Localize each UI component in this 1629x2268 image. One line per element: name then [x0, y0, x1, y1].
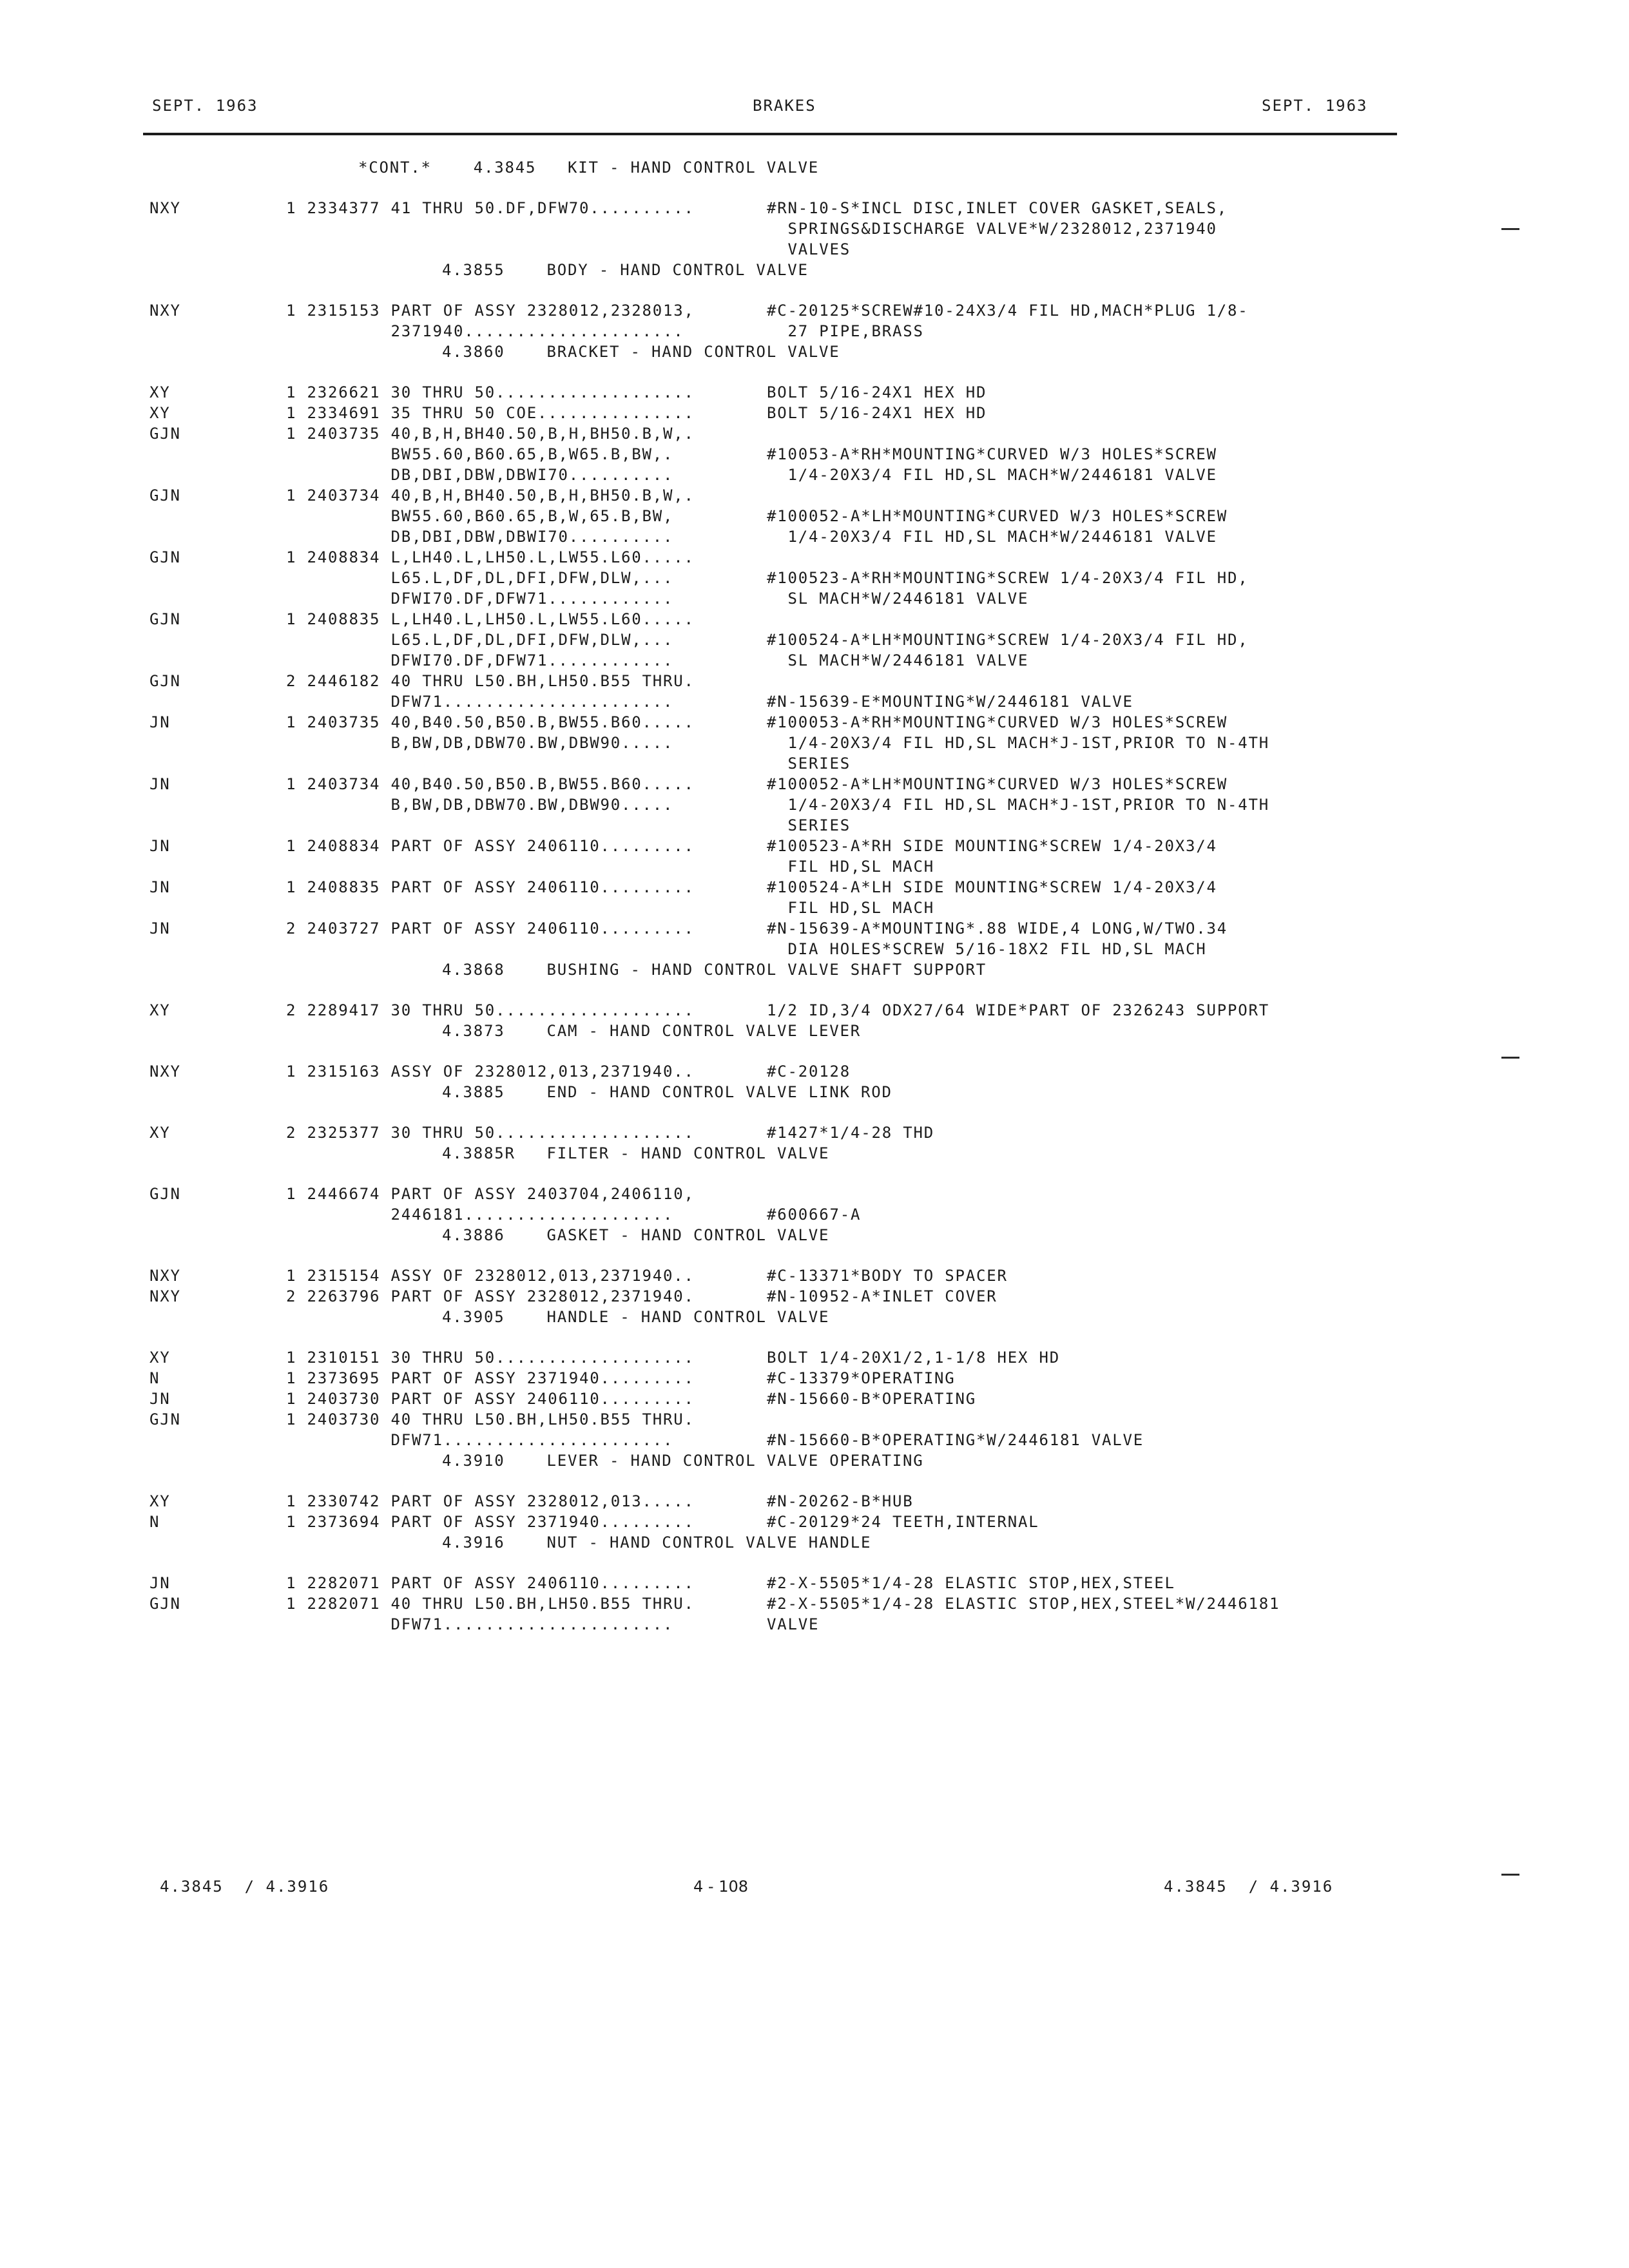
part-row: [0, 1368, 1629, 1389]
part-number-usage: 1 2403730 PART OF ASSY 2406110.........: [286, 1390, 695, 1408]
part-row: [0, 1000, 1629, 1021]
part-row: [0, 1122, 1629, 1143]
model-code: GJN: [149, 548, 181, 566]
header-left: SEPT. 1963: [152, 97, 258, 115]
model-code: XY: [149, 1349, 171, 1367]
part-row-continuation: [0, 856, 1629, 877]
part-description: #100523-A*RH*MOUNTING*SCREW 1/4-20X3/4 FIL HD,: [767, 569, 1249, 587]
part-number-usage: 1 2408835 L,LH40.L,LH50.L,LW55.L60.....: [286, 610, 695, 628]
part-description: FIL HD,SL MACH: [767, 858, 934, 876]
part-row: [0, 1512, 1629, 1532]
part-number-usage: DFW71......................: [286, 693, 674, 711]
section-title: 4.3905 HANDLE - HAND CONTROL VALVE: [358, 1308, 830, 1326]
part-description: #N-20262-B*HUB: [767, 1492, 914, 1510]
model-code: JN: [149, 1574, 171, 1592]
part-description: #N-15660-B*OPERATING*W/2446181 VALVE: [767, 1431, 1144, 1449]
part-number-usage: 1 2315154 ASSY OF 2328012,013,2371940..: [286, 1267, 695, 1285]
part-row-continuation: [0, 939, 1629, 959]
part-row: [0, 382, 1629, 403]
part-number-usage: L65.L,DF,DL,DFI,DFW,DLW,...: [286, 569, 674, 587]
part-number-usage: 1 2334377 41 THRU 50.DF,DFW70..........: [286, 199, 695, 217]
model-code: XY: [149, 1492, 171, 1510]
model-code: GJN: [149, 1595, 181, 1613]
part-description: 1/4-20X3/4 FIL HD,SL MACH*J-1ST,PRIOR TO N-4TH: [767, 734, 1269, 752]
part-description: SERIES: [767, 816, 851, 834]
part-row: [0, 836, 1629, 856]
model-code: NXY: [149, 1062, 181, 1081]
part-number-usage: 1 2403735 40,B,H,BH40.50,B,H,BH50.B,W,.: [286, 425, 695, 443]
margin-mark: [1501, 1057, 1519, 1059]
section-heading: [0, 1532, 1629, 1573]
part-number-usage: 1 2403734 40,B40.50,B50.B,BW55.B60.....: [286, 775, 695, 793]
section-heading: [0, 1307, 1629, 1347]
model-code: XY: [149, 1001, 171, 1019]
section-title: 4.3868 BUSHING - HAND CONTROL VALVE SHAFT SUPPORT: [358, 961, 987, 979]
part-description: #10053-A*RH*MOUNTING*CURVED W/3 HOLES*SCREW: [767, 445, 1217, 463]
part-row: [0, 403, 1629, 423]
model-code: GJN: [149, 672, 181, 690]
part-row: [0, 198, 1629, 218]
part-row-continuation: [0, 444, 1629, 465]
part-row: [0, 1573, 1629, 1593]
part-description: FIL HD,SL MACH: [767, 899, 934, 917]
part-description: #100523-A*RH SIDE MOUNTING*SCREW 1/4-20X3/4: [767, 837, 1217, 855]
part-number-usage: 1 2330742 PART OF ASSY 2328012,013.....: [286, 1492, 695, 1510]
part-number-usage: DFW71......................: [286, 1431, 674, 1449]
part-description: #100524-A*LH SIDE MOUNTING*SCREW 1/4-20X3/4: [767, 878, 1217, 896]
header-rule: [143, 133, 1397, 135]
model-code: JN: [149, 878, 171, 896]
header-right: SEPT. 1963: [1262, 97, 1368, 115]
section-title: 4.3885R FILTER - HAND CONTROL VALVE: [358, 1144, 830, 1162]
model-code: GJN: [149, 1410, 181, 1428]
part-number-usage: DB,DBI,DBW,DBWI70..........: [286, 528, 674, 546]
part-row: [0, 1061, 1629, 1082]
part-row: [0, 1491, 1629, 1512]
part-number-usage: 1 2408834 L,LH40.L,LH50.L,LW55.L60.....: [286, 548, 695, 566]
part-row: [0, 877, 1629, 898]
part-description: VALVES: [767, 240, 851, 258]
part-row-continuation: [0, 753, 1629, 774]
part-description: 1/4-20X3/4 FIL HD,SL MACH*W/2446181 VALVE: [767, 466, 1217, 484]
part-number-usage: 1 2373694 PART OF ASSY 2371940.........: [286, 1513, 695, 1531]
part-row-continuation: [0, 898, 1629, 918]
part-number-usage: 1 2408835 PART OF ASSY 2406110.........: [286, 878, 695, 896]
part-description: SPRINGS&DISCHARGE VALVE*W/2328012,2371940: [767, 220, 1217, 238]
part-description: #N-15660-B*OPERATING: [767, 1390, 976, 1408]
part-row: [0, 485, 1629, 506]
part-number-usage: 1 2282071 PART OF ASSY 2406110.........: [286, 1574, 695, 1592]
model-code: GJN: [149, 1185, 181, 1203]
footer-left: 4.3845 / 4.3916: [160, 1878, 330, 1896]
part-description: #C-20125*SCREW#10-24X3/4 FIL HD,MACH*PLUG 1/8-: [767, 302, 1249, 320]
section-heading: [0, 1143, 1629, 1184]
part-number-usage: 1 2334691 35 THRU 50 COE...............: [286, 404, 695, 422]
part-number-usage: 2446181....................: [286, 1206, 674, 1224]
part-description: BOLT 1/4-20X1/2,1-1/8 HEX HD: [767, 1349, 1060, 1367]
part-row: [0, 1286, 1629, 1307]
part-row: [0, 1593, 1629, 1614]
part-description: #N-15639-E*MOUNTING*W/2446181 VALVE: [767, 693, 1133, 711]
part-number-usage: 1 2315153 PART OF ASSY 2328012,2328013,: [286, 302, 695, 320]
section-title: 4.3886 GASKET - HAND CONTROL VALVE: [358, 1226, 830, 1244]
part-number-usage: B,BW,DB,DBW70.BW,DBW90.....: [286, 796, 674, 814]
part-row-continuation: [0, 526, 1629, 547]
part-description: DIA HOLES*SCREW 5/16-18X2 FIL HD,SL MACH: [767, 940, 1207, 958]
model-code: GJN: [149, 425, 181, 443]
part-number-usage: 2 2325377 30 THRU 50...................: [286, 1124, 695, 1142]
part-number-usage: 2 2289417 30 THRU 50...................: [286, 1001, 695, 1019]
section-heading: [0, 1082, 1629, 1122]
margin-mark: [1501, 1874, 1519, 1876]
model-code: NXY: [149, 1287, 181, 1305]
part-number-usage: 2 2263796 PART OF ASSY 2328012,2371940.: [286, 1287, 695, 1305]
part-row-continuation: [0, 691, 1629, 712]
part-row-continuation: [0, 465, 1629, 485]
section-heading: [0, 1021, 1629, 1061]
part-row: [0, 1389, 1629, 1409]
model-code: JN: [149, 919, 171, 937]
model-code: N: [149, 1513, 160, 1531]
footer-right: 4.3845 / 4.3916: [1164, 1878, 1334, 1896]
part-row: [0, 300, 1629, 321]
section-title: 4.3910 LEVER - HAND CONTROL VALVE OPERATING: [358, 1452, 924, 1470]
model-code: XY: [149, 404, 171, 422]
part-row-continuation: [0, 568, 1629, 588]
part-row-continuation: [0, 321, 1629, 341]
part-number-usage: 2 2446182 40 THRU L50.BH,LH50.B55 THRU.: [286, 672, 695, 690]
model-code: JN: [149, 837, 171, 855]
part-description: #100052-A*LH*MOUNTING*CURVED W/3 HOLES*SCREW: [767, 507, 1228, 525]
section-title: 4.3860 BRACKET - HAND CONTROL VALVE: [358, 343, 840, 361]
part-description: VALVE: [767, 1615, 820, 1633]
model-code: JN: [149, 713, 171, 731]
part-row-continuation: [0, 794, 1629, 815]
part-number-usage: B,BW,DB,DBW70.BW,DBW90.....: [286, 734, 674, 752]
section-heading: [0, 341, 1629, 382]
margin-mark: [1501, 228, 1519, 230]
part-row-continuation: [0, 218, 1629, 239]
part-description: SL MACH*W/2446181 VALVE: [767, 651, 1029, 669]
part-description: 1/4-20X3/4 FIL HD,SL MACH*J-1ST,PRIOR TO N-4TH: [767, 796, 1269, 814]
part-description: #100052-A*LH*MOUNTING*CURVED W/3 HOLES*SCREW: [767, 775, 1228, 793]
section-title: 4.3855 BODY - HAND CONTROL VALVE: [358, 261, 809, 279]
part-number-usage: 1 2408834 PART OF ASSY 2406110.........: [286, 837, 695, 855]
part-description: #100524-A*LH*MOUNTING*SCREW 1/4-20X3/4 FIL HD,: [767, 631, 1249, 649]
header-center: BRAKES: [753, 97, 816, 115]
part-number-usage: 1 2403734 40,B,H,BH40.50,B,H,BH50.B,W,.: [286, 486, 695, 505]
part-number-usage: DFW71......................: [286, 1615, 674, 1633]
model-code: NXY: [149, 302, 181, 320]
section-title: 4.3873 CAM - HAND CONTROL VALVE LEVER: [358, 1022, 861, 1040]
part-number-usage: BW55.60,B60.65,B,W65.B,BW,.: [286, 445, 674, 463]
part-description: #RN-10-S*INCL DISC,INLET COVER GASKET,SEALS,: [767, 199, 1228, 217]
part-number-usage: 2 2403727 PART OF ASSY 2406110.........: [286, 919, 695, 937]
part-row-continuation: [0, 239, 1629, 260]
part-number-usage: 1 2403730 40 THRU L50.BH,LH50.B55 THRU.: [286, 1410, 695, 1428]
part-number-usage: 1 2446674 PART OF ASSY 2403704,2406110,: [286, 1185, 695, 1203]
model-code: XY: [149, 1124, 171, 1142]
footer-center: 4 - 108: [693, 1878, 748, 1896]
part-row: [0, 1184, 1629, 1204]
part-description: #600667-A: [767, 1206, 862, 1224]
part-row-continuation: [0, 1614, 1629, 1635]
part-row: [0, 1265, 1629, 1286]
part-row-continuation: [0, 588, 1629, 609]
part-row: [0, 671, 1629, 691]
part-row: [0, 423, 1629, 444]
part-description: #C-20129*24 TEETH,INTERNAL: [767, 1513, 1039, 1531]
part-description: #1427*1/4-28 THD: [767, 1124, 934, 1142]
part-row: [0, 712, 1629, 733]
part-number-usage: DFWI70.DF,DFW71............: [286, 590, 674, 608]
part-number-usage: 1 2326621 30 THRU 50...................: [286, 383, 695, 401]
part-number-usage: 1 2315163 ASSY OF 2328012,013,2371940..: [286, 1062, 695, 1081]
part-number-usage: 1 2310151 30 THRU 50...................: [286, 1349, 695, 1367]
model-code: GJN: [149, 610, 181, 628]
part-description: #100053-A*RH*MOUNTING*CURVED W/3 HOLES*SCREW: [767, 713, 1228, 731]
part-row: [0, 774, 1629, 794]
parts-list: [0, 157, 1629, 1635]
part-description: #2-X-5505*1/4-28 ELASTIC STOP,HEX,STEEL*W/2446181: [767, 1595, 1280, 1613]
part-row: [0, 609, 1629, 629]
model-code: JN: [149, 1390, 171, 1408]
part-row: [0, 1409, 1629, 1430]
part-number-usage: DB,DBI,DBW,DBWI70..........: [286, 466, 674, 484]
model-code: XY: [149, 383, 171, 401]
part-description: SL MACH*W/2446181 VALVE: [767, 590, 1029, 608]
part-row-continuation: [0, 650, 1629, 671]
part-description: BOLT 5/16-24X1 HEX HD: [767, 404, 987, 422]
part-row-continuation: [0, 1204, 1629, 1225]
part-row: [0, 547, 1629, 568]
section-title: *CONT.* 4.3845 KIT - HAND CONTROL VALVE: [358, 159, 819, 177]
part-number-usage: 1 2373695 PART OF ASSY 2371940.........: [286, 1369, 695, 1387]
part-description: 27 PIPE,BRASS: [767, 322, 924, 340]
part-number-usage: DFWI70.DF,DFW71............: [286, 651, 674, 669]
part-row-continuation: [0, 1430, 1629, 1450]
part-description: #N-15639-A*MOUNTING*.88 WIDE,4 LONG,W/TWO.34: [767, 919, 1228, 937]
part-number-usage: 1 2403735 40,B40.50,B50.B,BW55.B60.....: [286, 713, 695, 731]
part-description: 1/4-20X3/4 FIL HD,SL MACH*W/2446181 VALVE: [767, 528, 1217, 546]
part-description: #C-20128: [767, 1062, 851, 1081]
model-code: JN: [149, 775, 171, 793]
part-description: BOLT 5/16-24X1 HEX HD: [767, 383, 987, 401]
model-code: GJN: [149, 486, 181, 505]
section-title: 4.3885 END - HAND CONTROL VALVE LINK ROD: [358, 1083, 892, 1101]
part-row-continuation: [0, 629, 1629, 650]
part-description: #C-13379*OPERATING: [767, 1369, 956, 1387]
section-heading: [0, 959, 1629, 1000]
part-number-usage: 1 2282071 40 THRU L50.BH,LH50.B55 THRU.: [286, 1595, 695, 1613]
part-description: SERIES: [767, 754, 851, 773]
part-number-usage: BW55.60,B60.65,B,W,65.B,BW,: [286, 507, 674, 525]
part-description: 1/2 ID,3/4 ODX27/64 WIDE*PART OF 2326243 SUPPORT: [767, 1001, 1269, 1019]
part-description: #N-10952-A*INLET COVER: [767, 1287, 998, 1305]
model-code: NXY: [149, 199, 181, 217]
section-heading: [0, 157, 1629, 198]
section-heading: [0, 1450, 1629, 1491]
model-code: N: [149, 1369, 160, 1387]
section-heading: [0, 1225, 1629, 1265]
part-description: #2-X-5505*1/4-28 ELASTIC STOP,HEX,STEEL: [767, 1574, 1175, 1592]
part-number-usage: L65.L,DF,DL,DFI,DFW,DLW,...: [286, 631, 674, 649]
part-row: [0, 918, 1629, 939]
section-heading: [0, 260, 1629, 300]
part-description: #C-13371*BODY TO SPACER: [767, 1267, 1008, 1285]
part-row: [0, 1347, 1629, 1368]
section-title: 4.3916 NUT - HAND CONTROL VALVE HANDLE: [358, 1533, 872, 1552]
part-row-continuation: [0, 815, 1629, 836]
model-code: NXY: [149, 1267, 181, 1285]
part-row-continuation: [0, 733, 1629, 753]
part-number-usage: 2371940.....................: [286, 322, 684, 340]
part-row-continuation: [0, 506, 1629, 526]
